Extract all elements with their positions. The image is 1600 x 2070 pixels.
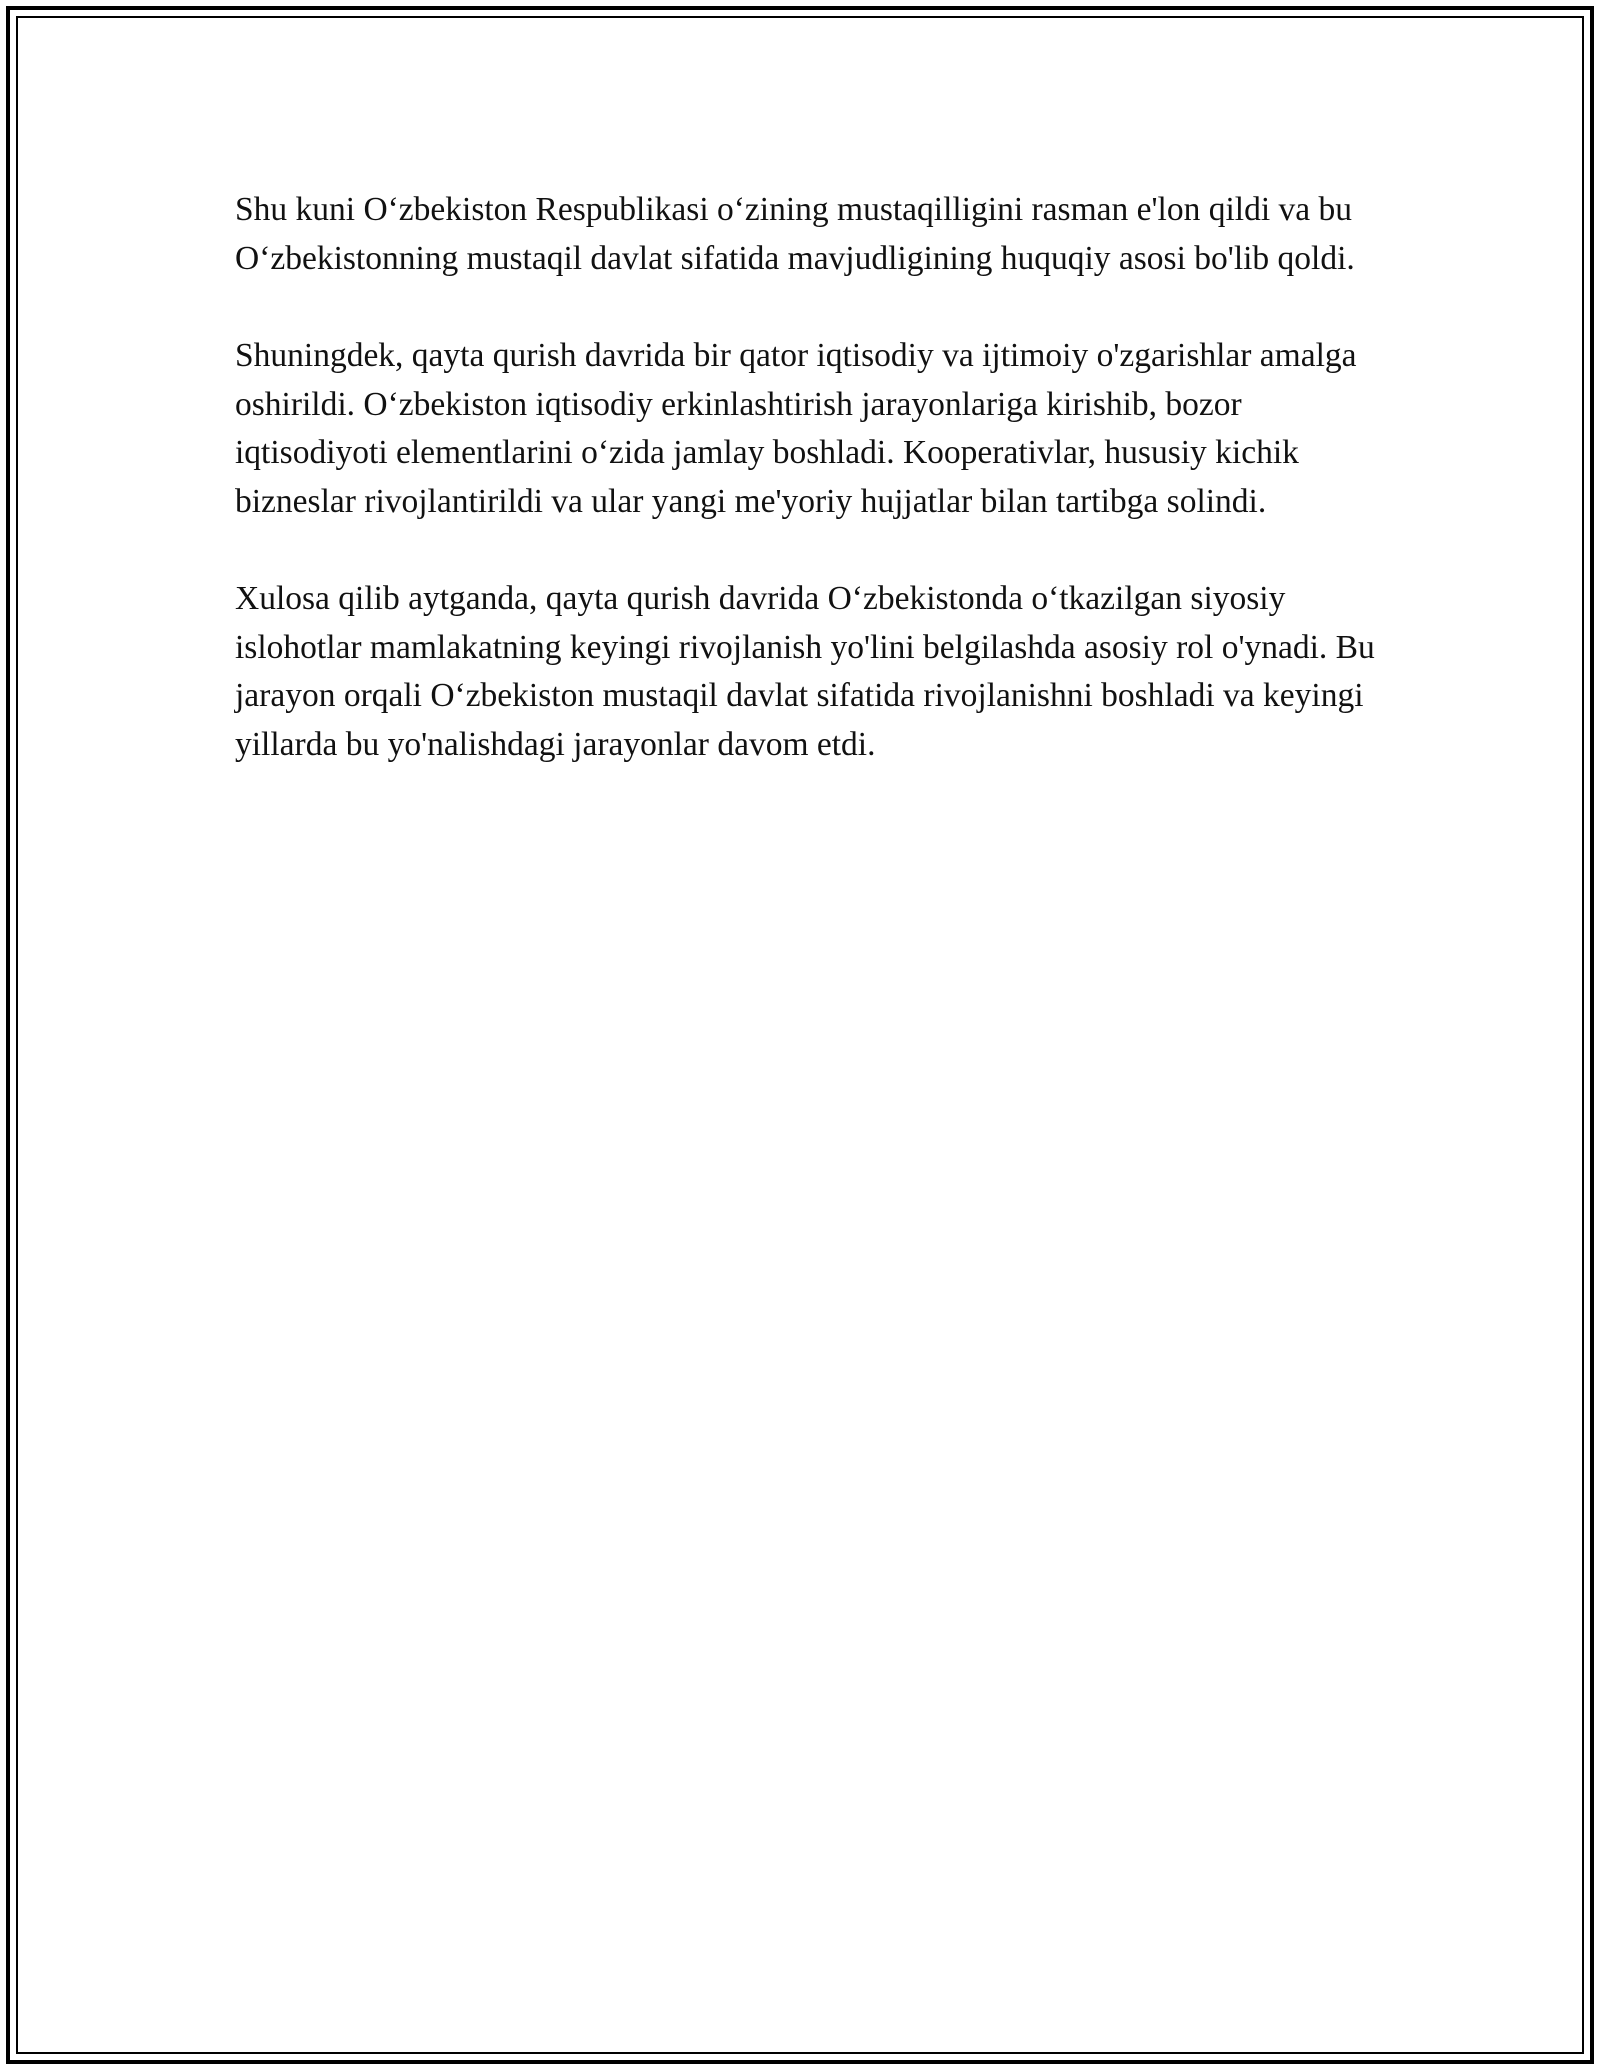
- paragraph: Shu kuni O‘zbekiston Respublikasi o‘zining mustaqilligini rasman e'lon qildi va bu O‘zbekistonning mustaqil davlat sifatida mavjudligining huquqiy asosi bo'lib qoldi.: [235, 191, 1355, 277]
- paragraph: Xulosa qilib aytganda, qayta qurish davrida O‘zbekistonda o‘tkazilgan siyosiy islohotlar mamlakatning keyingi rivojlanish yo'lini belgilashda asosiy rol o'ynadi. Bu jarayon orqali O‘zbekiston mustaqil davlat sifatida rivojlanishni boshladi va keyingi yillarda bu yo'nalishdagi jarayonlar davom etdi.: [235, 580, 1375, 763]
- document-body: [235, 186, 1385, 818]
- paragraph: Shuningdek, qayta qurish davrida bir qator iqtisodiy va ijtimoiy o'zgarishlar amalga oshirildi. O‘zbekiston iqtisodiy erkinlashtirish jarayonlariga kirishib, bozor iqtisodiyoti elementlarini o‘zida jamlay boshladi. Kooperativlar, hususiy kichik bizneslar rivojlantirildi va ular yangi me'yoriy hujjatlar bilan tartibga solindi.: [235, 337, 1357, 520]
